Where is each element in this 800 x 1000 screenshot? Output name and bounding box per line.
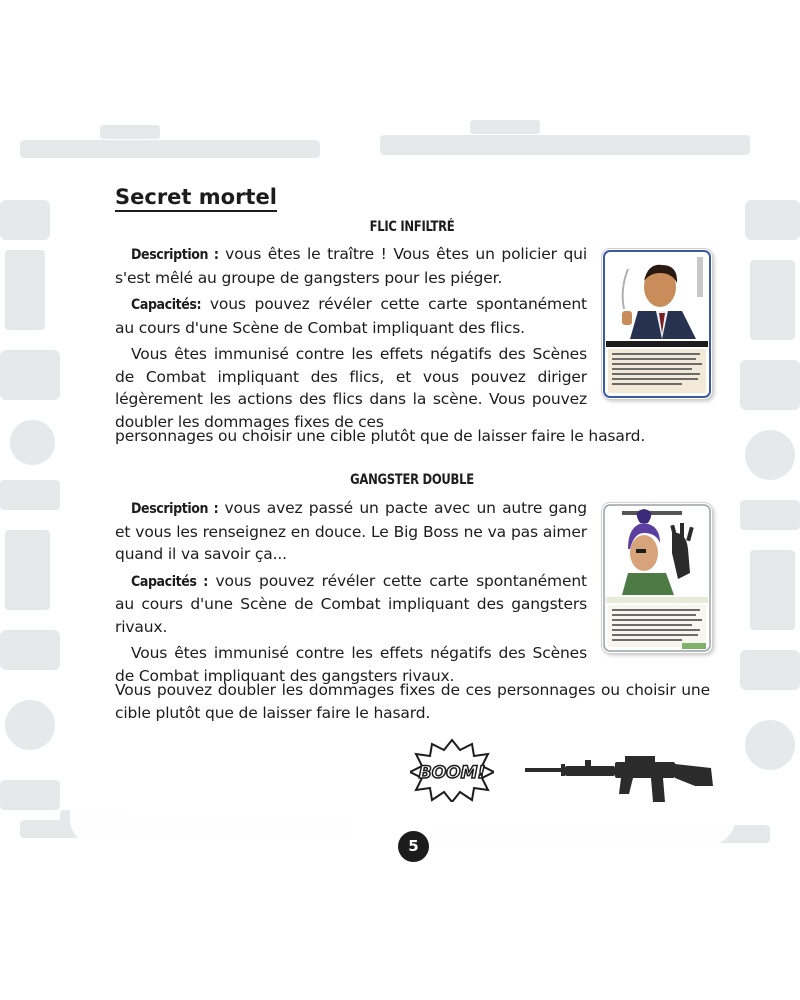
boom-text: BOOM! xyxy=(418,763,486,783)
card-title-gangster: GANGSTER DOUBLE xyxy=(350,472,474,488)
gangster-abilities xyxy=(115,570,587,639)
flic-immunity-end: personnages ou choisir une cible plutôt que de laisser faire le hasard. xyxy=(115,427,646,445)
boom-sticker-icon xyxy=(410,738,494,802)
gangster-description xyxy=(115,497,587,566)
gangster-text-block xyxy=(115,497,587,687)
page-number: 5 xyxy=(398,831,429,862)
flic-abilities-text: vous pouvez révéler cette carte spontanément au cours d'une Scène de Combat impliquant des flics. xyxy=(115,295,587,337)
gangster-immunity-end: Vous pouvez doubler les dommages fixes de ces personnages ou choisir une cible plutôt que de laisser faire le hasard. xyxy=(115,681,710,722)
policeman-portrait-icon xyxy=(602,249,712,399)
gangster-portrait-icon xyxy=(602,503,712,653)
flic-abilities-label: Capacités: xyxy=(131,297,202,313)
gangster-description-label: Description : xyxy=(131,501,219,517)
section-title: Secret mortel xyxy=(115,185,277,212)
flic-description xyxy=(115,243,587,289)
gangster-description-text: vous avez passé un pacte avec un autre gang et vous les renseignez en douce. Le Big Boss ne va pas aimer quand il va savoir ça... xyxy=(115,499,587,563)
gangster-abilities-label: Capacités : xyxy=(131,573,208,590)
flic-text-block xyxy=(115,243,587,433)
card-title-flic: FLIC INFILTRÉ xyxy=(369,219,455,235)
gangster-abilities-text: vous pouvez révéler cette carte spontanément au cours d'une Scène de Combat impliquant des gangsters rivaux. xyxy=(115,571,587,636)
card-gangster-double xyxy=(602,503,712,653)
flic-description-label: Description : xyxy=(131,247,219,263)
flic-immunity: Vous êtes immunisé contre les effets négatifs des Scènes de Combat impliquant des flics, et vous pouvez diriger légèrement les actions des flics dans la scène. Vous pouvez doubler les dommages fixes de ces xyxy=(115,345,587,431)
card-flic-infiltre xyxy=(602,249,712,399)
rifle-icon xyxy=(525,752,715,804)
gangster-immunity: Vous êtes immunisé contre les effets négatifs des Scènes de Combat impliquant des gangsters rivaux. xyxy=(115,644,587,685)
flic-description-text: vous êtes le traître ! Vous êtes un policier qui s'est mêlé au groupe de gangsters pour les piéger. xyxy=(115,245,587,287)
flic-abilities xyxy=(115,293,587,339)
